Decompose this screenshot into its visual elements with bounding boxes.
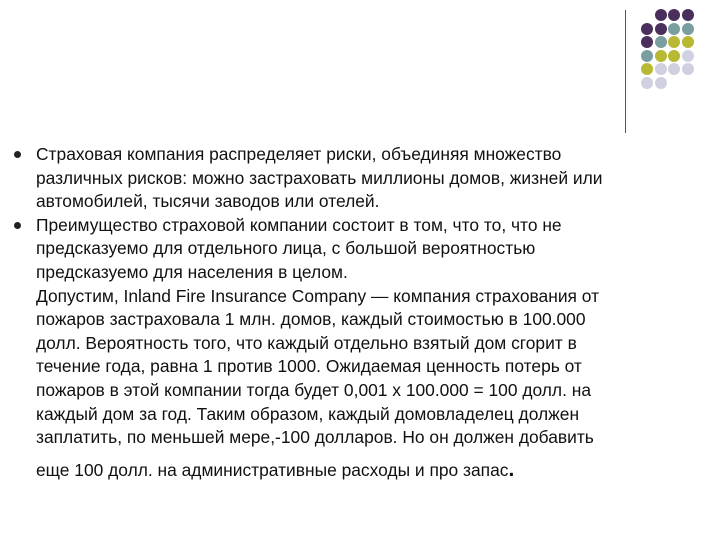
decorative-dot [655, 36, 667, 48]
decorative-dot [682, 63, 694, 75]
text-line: Страховая компания распределяет риски, объединяя множество [36, 144, 562, 164]
text-line-last-body: еще 100 долл. на административные расходы и про запас [36, 459, 509, 480]
decorative-dot [655, 77, 667, 89]
decorative-dot [655, 9, 667, 21]
decorative-dot [668, 23, 680, 35]
decorative-dot [668, 9, 680, 21]
decorative-dot [641, 77, 653, 89]
decorative-dot [655, 50, 667, 62]
text-line: пожаров в этой компании тогда будет 0,001 х 100.000 = 100 долл. на [36, 379, 592, 400]
text-line-last-period: . [508, 457, 515, 481]
decorative-dot [655, 23, 667, 35]
bullet-item-2 [14, 214, 704, 483]
bullet-item-1 [14, 143, 704, 214]
text-line: Преимущество страховой компании состоит в том, что то, что не [36, 214, 562, 235]
text-line: различных рисков: можно застраховать миллионы домов, жизней или [36, 167, 603, 188]
decorative-dot [641, 36, 653, 48]
text-line: пожаров застраховала 1 млн. домов, каждый стоимостью в 100.000 [36, 309, 586, 330]
decorative-dot [641, 23, 653, 35]
decorative-dot [655, 63, 667, 75]
decorative-dot [668, 36, 680, 48]
slide-body [14, 143, 704, 482]
bullet-icon [14, 222, 21, 229]
decorative-dot [682, 50, 694, 62]
text-line: автомобилей, тысячи заводов или отелей. [36, 191, 380, 212]
text-line: Допустим, Inland Fire Insurance Company — компания страхования от [36, 285, 600, 306]
text-line: предсказуемо для отдельного лица, с большой вероятностью [36, 238, 536, 259]
decorative-dot [668, 50, 680, 62]
text-line: течение года, равна 1 против 1000. Ожидаемая ценность потерь от [36, 356, 582, 377]
decorative-dot [641, 50, 653, 62]
text-line-last [36, 458, 704, 483]
decorative-dot [682, 23, 694, 35]
text-line: заплатить, по меньшей мере,-100 долларов. Но он должен добавить [36, 427, 594, 448]
bullet-icon [14, 151, 21, 158]
text-line: долл. Вероятность того, что каждый отдельно взятый дом сгорит в [36, 332, 577, 353]
decorative-dot [641, 63, 653, 75]
decorative-dot [682, 36, 694, 48]
text-line: каждый дом за год. Таким образом, каждый домовладелец должен [36, 403, 580, 424]
text-line: предсказуемо для населения в целом. [36, 261, 348, 282]
vertical-divider-line [625, 10, 626, 133]
decorative-dot [682, 9, 694, 21]
decorative-dot [668, 63, 680, 75]
